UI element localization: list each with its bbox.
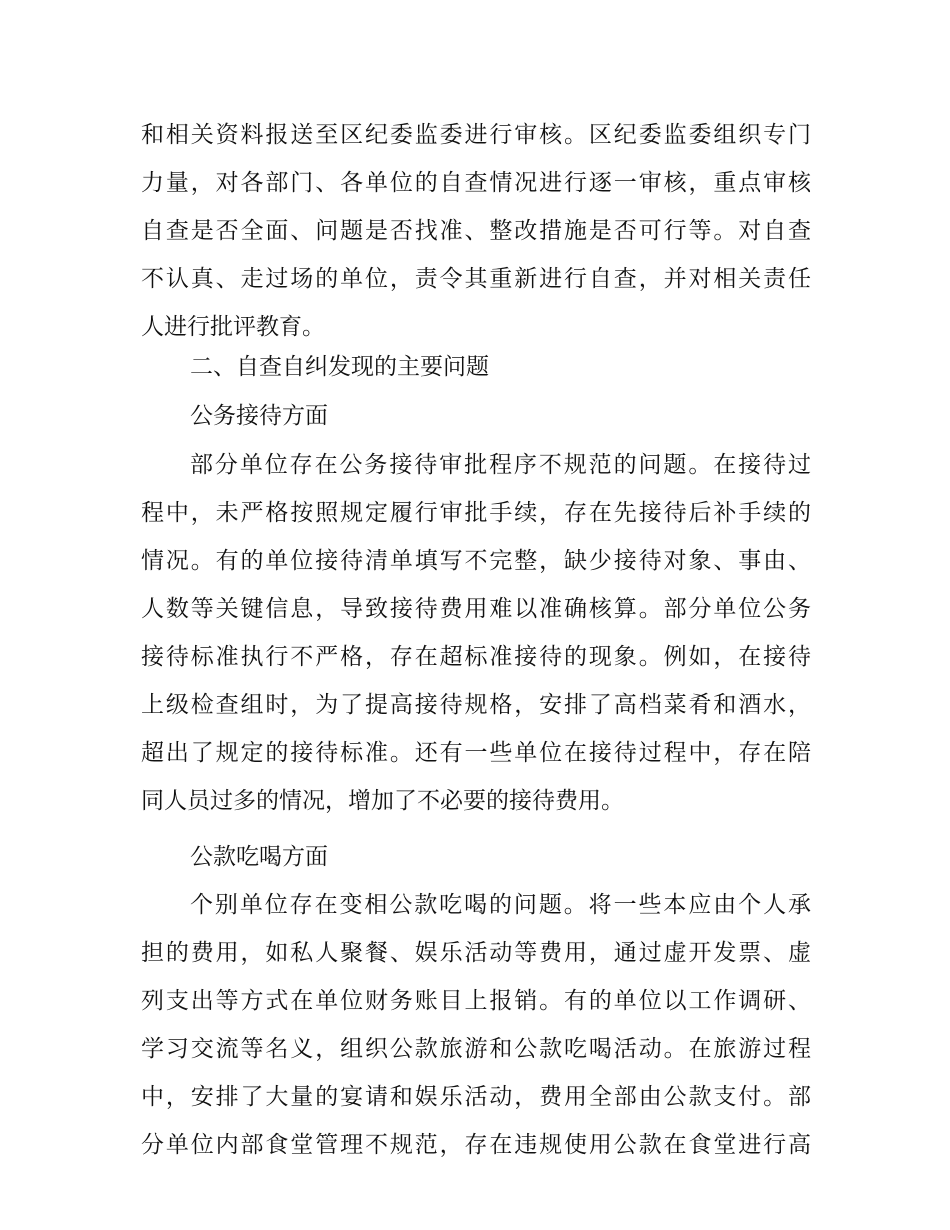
- subsection-heading: 公务接待方面: [190, 403, 328, 429]
- text-line: 担的费用，如私人聚餐、娱乐活动等费用，通过虚开发票、虚: [141, 940, 811, 966]
- text-line: 同人员过多的情况，增加了不必要的接待费用。: [141, 788, 624, 814]
- text-line: 力量，对各部门、各单位的自查情况进行逐一审核，重点审核: [141, 170, 811, 196]
- text-line: 超出了规定的接待标准。还有一些单位在接待过程中，存在陪: [141, 740, 811, 766]
- text-line: 列支出等方式在单位财务账目上报销。有的单位以工作调研、: [141, 988, 811, 1014]
- text-line: 不认真、走过场的单位，责令其重新进行自查，并对相关责任: [141, 266, 811, 292]
- text-line: 情况。有的单位接待清单填写不完整，缺少接待对象、事由、: [141, 548, 811, 574]
- text-line: 人数等关键信息，导致接待费用难以准确核算。部分单位公务: [141, 596, 811, 622]
- subsection-heading: 公款吃喝方面: [190, 844, 328, 870]
- text-line: 分单位内部食堂管理不规范，存在违规使用公款在食堂进行高: [141, 1132, 811, 1158]
- text-line: 个别单位存在变相公款吃喝的问题。将一些本应由个人承: [190, 892, 811, 918]
- text-line: 中，安排了大量的宴请和娱乐活动，费用全部由公款支付。部: [141, 1084, 811, 1110]
- text-line: 人进行批评教育。: [141, 314, 325, 340]
- section-heading: 二、自查自纠发现的主要问题: [190, 354, 489, 380]
- text-line: 程中，未严格按照规定履行审批手续，存在先接待后补手续的: [141, 500, 811, 526]
- text-line: 和相关资料报送至区纪委监委进行审核。区纪委监委组织专门: [141, 122, 811, 148]
- text-line: 部分单位存在公务接待审批程序不规范的问题。在接待过: [190, 452, 811, 478]
- text-line: 上级检查组时，为了提高接待规格，安排了高档菜肴和酒水，: [141, 692, 811, 718]
- text-line: 接待标准执行不严格，存在超标准接待的现象。例如，在接待: [141, 644, 811, 670]
- text-line: 学习交流等名义，组织公款旅游和公款吃喝活动。在旅游过程: [141, 1036, 811, 1062]
- text-line: 自查是否全面、问题是否找准、整改措施是否可行等。对自查: [141, 218, 811, 244]
